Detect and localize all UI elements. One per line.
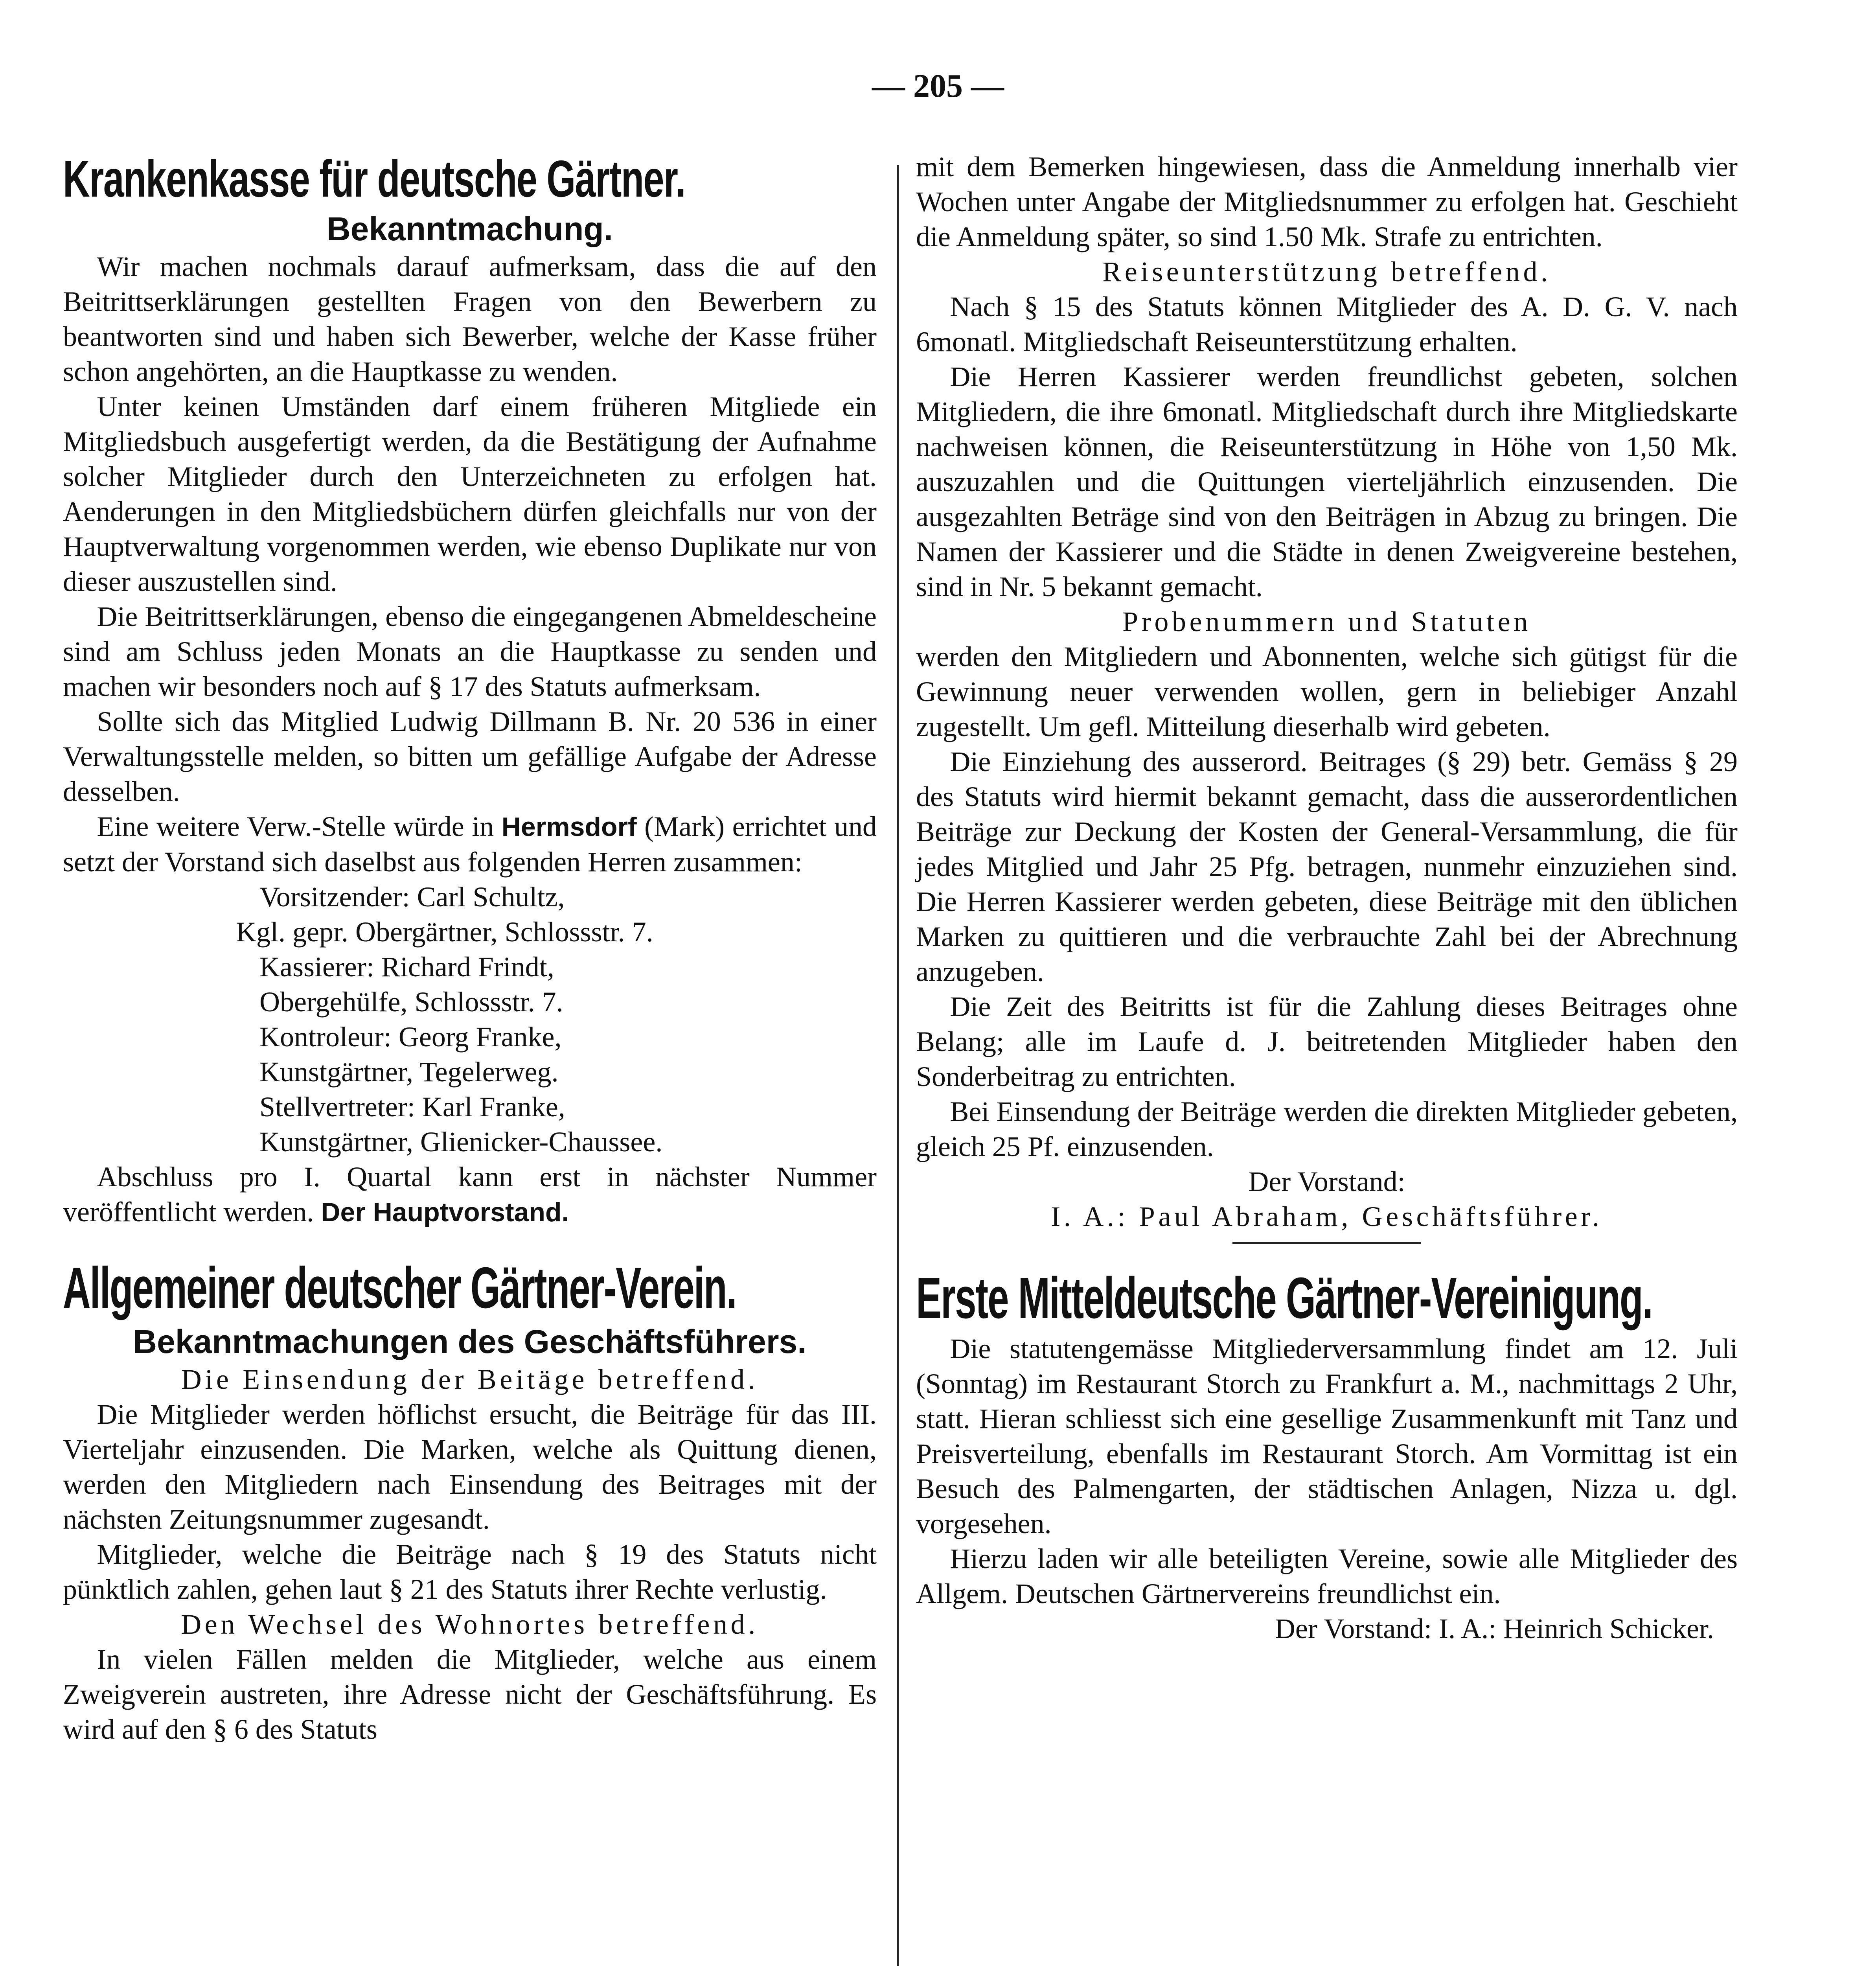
- hermsdorf-text-b: (Mark) errichtet und setzt der Vorstand sich daselbst aus folgenden Herren zusammen:: [63, 811, 877, 878]
- adg-heading-einsendung: Die Einsendung der Beitäge betreffend.: [181, 1364, 759, 1395]
- officer-line: Kgl. gepr. Obergärtner, Schlossstr. 7.: [236, 916, 653, 948]
- heading-probenummern: Probenummern und Statuten: [1122, 606, 1531, 637]
- officer-line: Kassierer: Richard Frindt,: [259, 951, 554, 983]
- emg-signature: Der Vorstand: I. A.: Heinrich Schicker.: [1275, 1613, 1714, 1644]
- reise-paragraph-1: Nach § 15 des Statuts können Mitglieder des A. D. G. V. nach 6monatl. Mitgliedschaft Reiseunterstützung erhalten.: [916, 291, 1738, 357]
- krankenkasse-paragraph-2: Unter keinen Umständen darf einem früheren Mitgliede ein Mitgliedsbuch ausgefertigt werden, da die Bestätigung der Aufnahme solcher Mitglieder durch den Unterzeichneten zu erfolgen hat. Aenderungen in den Mitgliedsbüchern dürfen gleichfalls nur von der Hauptverwaltung vorgenommen werden, wie ebenso Duplikate nur von dieser auszustellen sind.: [63, 391, 877, 597]
- vorstand-signature-name: I. A.: Paul Abraham, Geschäftsführer.: [1051, 1201, 1603, 1232]
- krankenkasse-title: Krankenkasse für deutsche Gärtner.: [63, 150, 686, 208]
- hermsdorf-text-a: Eine weitere Verw.-Stelle würde in: [97, 811, 502, 842]
- adg-heading-wohnort: Den Wechsel des Wohnortes betreffend.: [181, 1609, 759, 1640]
- adg-paragraph-3: In vielen Fällen melden die Mitglieder, welche aus einem Zweigverein austreten, ihre Adresse nicht der Geschäftsführung. Es wird auf den § 6 des Statuts: [63, 1644, 877, 1745]
- krankenkasse-paragraph-4: Sollte sich das Mitglied Ludwig Dillmann B. Nr. 20 536 in einer Verwaltungsstelle melden, so bitten um gefällige Aufgabe der Adresse desselben.: [63, 706, 877, 807]
- heading-reiseunterstuetzung: Reiseunterstützung betreffend.: [1102, 256, 1551, 287]
- officer-line: Obergehülfe, Schlossstr. 7.: [259, 986, 563, 1018]
- officer-line: Kunstgärtner, Glienicker-Chaussee.: [259, 1126, 663, 1158]
- hauptvorstand-signature: Der Hauptvorstand.: [321, 1197, 569, 1227]
- adg-paragraph-2: Mitglieder, welche die Beiträge nach § 19 des Statuts nicht pünktlich zahlen, gehen laut § 21 des Statuts ihrer Rechte verlustig.: [63, 1539, 877, 1605]
- officer-line: Kunstgärtner, Tegelerweg.: [259, 1056, 559, 1088]
- krankenkasse-paragraph-5: [63, 809, 877, 880]
- einziehung-paragraph: Die Einziehung des ausserord. Beitrages (§ 29) betr. Gemäss § 29 des Statuts wird hiermit bekannt gemacht, dass die ausserordentlichen Beiträge zur Deckung der Kosten der General-Versammlung, die für jedes Mitglied und Jahr 25 Pfg. betragen, nunmehr einzuziehen sind. Die Herren Kassierer werden gebeten, diese Beiträge mit den üblichen Marken zu quittieren und die verbrauchte Zahl bei der Abrechnung anzugeben.: [916, 746, 1738, 987]
- adg-paragraph-1: Die Mitglieder werden höflichst ersucht, die Beiträge für das III. Vierteljahr einzusenden. Die Marken, welche als Quittung dienen, werden den Mitgliedern nach Einsendung des Beitrages mit der nächsten Zeitungsnummer zugesandt.: [63, 1399, 877, 1535]
- emg-title: Erste Mitteldeutsche Gärtner-Vereinigung.: [916, 1266, 1652, 1331]
- column-divider: [897, 165, 899, 1966]
- hermsdorf-bold: Hermsdorf: [501, 812, 637, 842]
- signature-rule: [1232, 1242, 1421, 1244]
- officer-line: Kontroleur: Georg Franke,: [259, 1021, 562, 1053]
- continued-paragraph: mit dem Bemerken hingewiesen, dass die Anmeldung innerhalb vier Wochen unter Angabe der Mitgliedsnummer zu erfolgen hat. Geschieht die Anmeldung später, so sind 1.50 Mk. Strafe zu entrichten.: [916, 151, 1738, 252]
- adg-title: Allgemeiner deutscher Gärtner-Verein.: [63, 1255, 736, 1320]
- krankenkasse-subtitle: Bekanntmachung.: [326, 210, 613, 247]
- krankenkasse-paragraph-3: Die Beitrittserklärungen, ebenso die eingegangenen Abmeldescheine sind am Schluss jeden Monats an die Hauptkasse zu senden und machen wir besonders noch auf § 17 des Statuts aufmerksam.: [63, 601, 877, 702]
- beitritt-paragraph: Die Zeit des Beitritts ist für die Zahlung dieses Beitrages ohne Belang; alle im Laufe d. J. beitretenden Mitglieder haben den Sonderbeitrag zu entrichten.: [916, 991, 1738, 1092]
- officer-line: Vorsitzender: Carl Schultz,: [259, 881, 565, 913]
- einsendung-paragraph: Bei Einsendung der Beiträge werden die direkten Mitglieder gebeten, gleich 25 Pf. einzusenden.: [916, 1096, 1738, 1162]
- emg-paragraph-2: Hierzu laden wir alle beteiligten Vereine, sowie alle Mitglieder des Allgem. Deutschen Gärtnervereins freundlichst ein.: [916, 1543, 1738, 1609]
- probenummern-paragraph: werden den Mitgliedern und Abonnenten, welche sich gütigst für die Gewinnung neuer verwenden wollen, gern in beliebiger Anzahl zugestellt. Um gefl. Mitteilung dieserhalb wird gebeten.: [916, 641, 1738, 742]
- reise-paragraph-2: Die Herren Kassierer werden freundlichst gebeten, solchen Mitgliedern, die ihre 6monatl. Mitgliedschaft durch ihre Mitgliedskarte nachweisen können, die Reiseunterstützung in Höhe von 1,50 Mk. auszuzahlen und die Quittungen vierteljährlich einzusenden. Die ausgezahlten Beträge sind von den Beiträgen in Abzug zu bringen. Die Namen der Kassierer und die Städte in denen Zweigvereine bestehen, sind in Nr. 5 bekannt gemacht.: [916, 361, 1738, 602]
- emg-paragraph-1: Die statutengemässe Mitgliederversammlung findet am 12. Juli (Sonntag) im Restaurant Storch zu Frankfurt a. M., nachmittags 2 Uhr, statt. Hieran schliesst sich eine gesellige Zusammenkunft mit Tanz und Preisverteilung, ebenfalls im Restaurant Storch. Am Vormittag ist ein Besuch des Palmengarten, der städtischen Anlagen, Nizza u. dgl. vorgesehen.: [916, 1333, 1738, 1539]
- vorstand-signature-label: Der Vorstand:: [1248, 1166, 1405, 1197]
- adg-subtitle: Bekanntmachungen des Geschäftsführers.: [133, 1323, 807, 1360]
- abschluss-text: Abschluss pro I. Quartal kann erst in nächster Nummer veröffentlicht werden.: [63, 1161, 877, 1228]
- krankenkasse-paragraph-6: [63, 1160, 877, 1230]
- left-column: [63, 149, 877, 1747]
- officer-line: Stellvertreter: Karl Franke,: [259, 1091, 565, 1123]
- right-column: [916, 149, 1738, 1646]
- krankenkasse-paragraph-1: Wir machen nochmals darauf aufmerksam, dass die auf den Beitrittserklärungen gestellten Fragen von den Bewerbern zu beantworten sind und haben sich Bewerber, welche der Kasse früher schon angehörten, an die Hauptkasse zu wenden.: [63, 251, 877, 387]
- page-number: — 205 —: [872, 68, 1004, 104]
